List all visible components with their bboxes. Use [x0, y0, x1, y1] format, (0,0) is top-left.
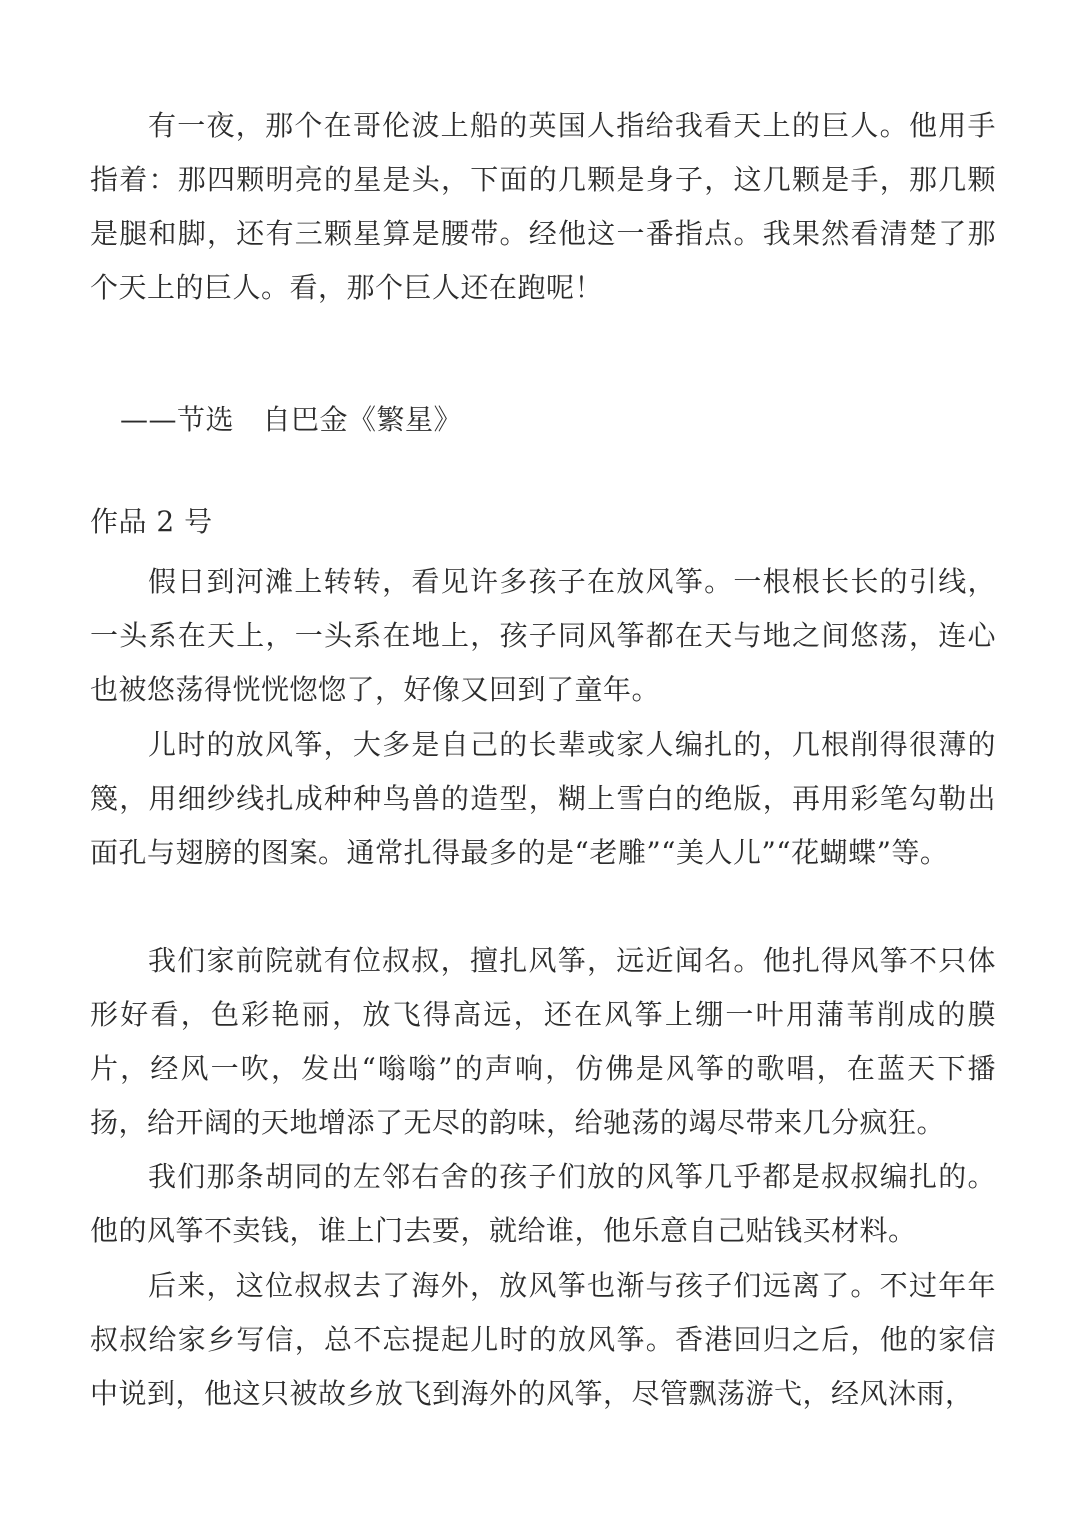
paragraph-uncle-kites: 我们家前院就有位叔叔，擅扎风筝，远近闻名。他扎得风筝不只体形好看，色彩艳丽，放飞得高远，还在风筝上绷一叶用蒲苇削成的膜片，经风一吹，发出“嗡嗡”的声响，仿佛是风筝的歌唱，在蓝天下播扬，给开阔的天地增添了无尽的韵味，给驰荡的竭尽带来几分疯狂。	[90, 944, 996, 1139]
paragraph-fanxing-excerpt: 有一夜，那个在哥伦波上船的英国人指给我看天上的巨人。他用手指着：那四颗明亮的星是头，下面的几颗是身子，这几颗是手，那几颗是腿和脚，还有三颗星算是腰带。经他这一番指点。我果然看清楚了那个天上的巨人。看，那个巨人还在跑呢！	[90, 109, 996, 304]
excerpt-citation: ——节选 自巴金《繁星》	[120, 403, 463, 436]
paragraph-neighbors: 我们那条胡同的左邻右舍的孩子们放的风筝几乎都是叔叔编扎的。他的风筝不卖钱，谁上门去要，就给谁，他乐意自己贴钱买材料。	[90, 1160, 996, 1247]
paragraph-holiday-kites: 假日到河滩上转转，看见许多孩子在放风筝。一根根长长的引线，一头系在天上，一头系在地上，孩子同风筝都在天与地之间悠荡，连心也被悠荡得恍恍惚惚了，好像又回到了童年。	[90, 565, 996, 706]
work-title: 作品 2 号	[90, 505, 213, 538]
paragraph-childhood-kites: 儿时的放风筝，大多是自己的长辈或家人编扎的，几根削得很薄的篾，用细纱线扎成种种鸟兽的造型，糊上雪白的绝版，再用彩笔勾勒出面孔与翅膀的图案。通常扎得最多的是“老雕”“美人儿”“花蝴蝶”等。	[90, 728, 996, 869]
paragraph-uncle-abroad: 后来，这位叔叔去了海外，放风筝也渐与孩子们远离了。不过年年叔叔给家乡写信，总不忘提起儿时的放风筝。香港回归之后，他的家信中说到，他这只被故乡放飞到海外的风筝，尽管飘荡游弋，经风沐雨，	[90, 1269, 996, 1410]
